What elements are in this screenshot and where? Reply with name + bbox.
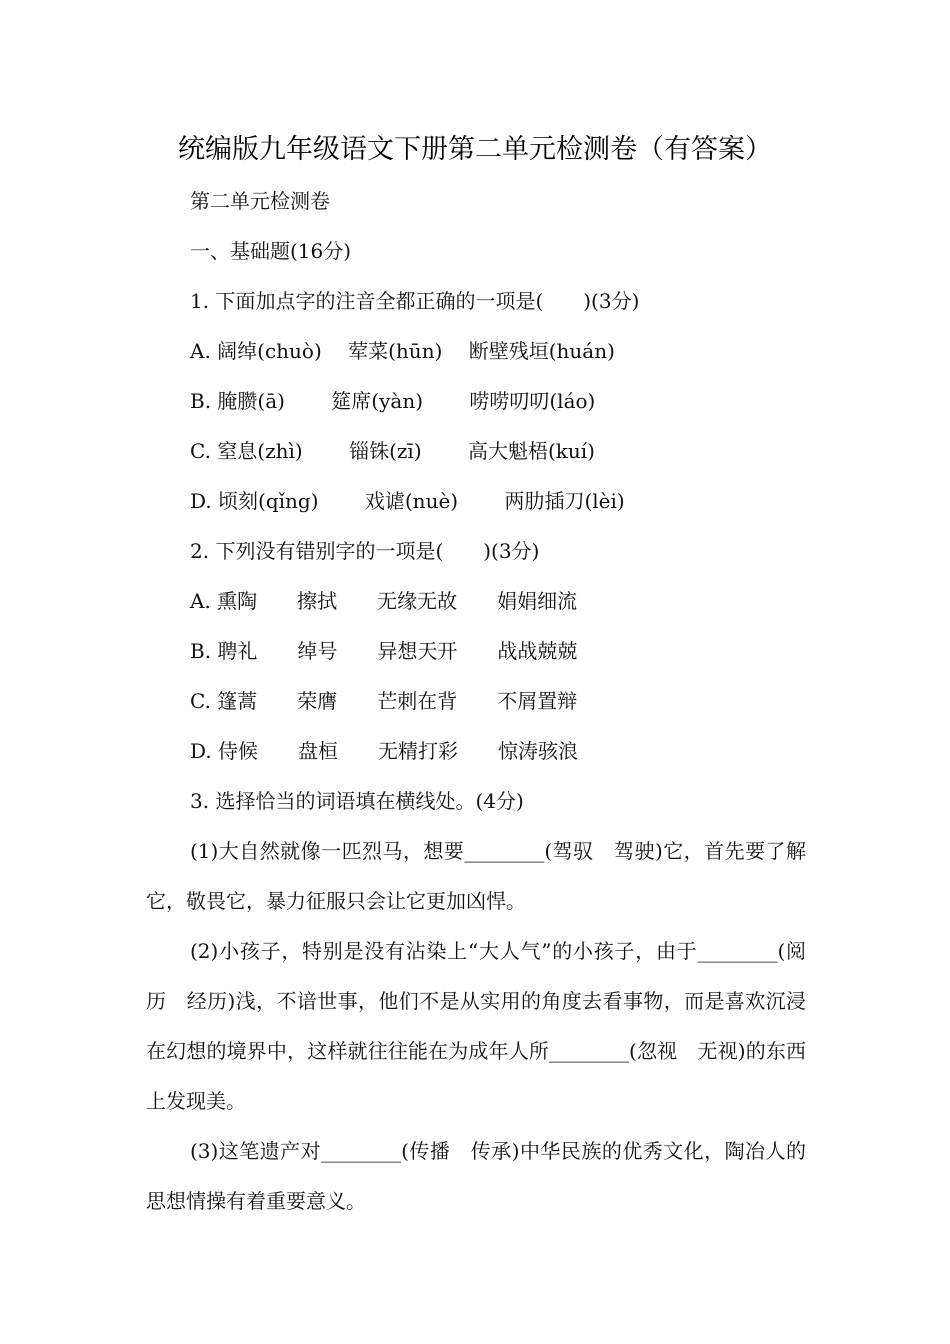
question-2-option-a: A. 熏陶 擦拭 无缘无故 娟娟细流 xyxy=(190,589,578,613)
question-1-option-a: A. 阔绰(chuò) 荤菜(hūn) 断壁残垣(huán) xyxy=(190,339,615,363)
question-2-stem: 2. 下列没有错别字的一项是( )(3分) xyxy=(190,539,540,563)
document-subtitle: 第二单元检测卷 xyxy=(190,189,330,213)
question-1-stem: 1. 下面加点字的注音全都正确的一项是( )(3分) xyxy=(190,289,640,313)
question-3-item-3: (3)这笔遗产对________(传播 传承)中华民族的优秀文化，陶冶人的思想情操有着重要意义。 xyxy=(146,1139,806,1213)
question-1-option-b: B. 腌臜(ā) 筵席(yàn) 唠唠叨叨(láo) xyxy=(190,389,596,413)
document-title: 统编版九年级语文下册第二单元检测卷（有答案） xyxy=(178,134,772,165)
question-3-stem: 3. 选择恰当的词语填在横线处。(4分) xyxy=(190,789,524,813)
question-1-option-d: D. 顷刻(qǐng) 戏谑(nuè) 两肋插刀(lèi) xyxy=(190,489,625,513)
section-heading: 一、基础题(16分) xyxy=(190,239,352,263)
question-2-option-b: B. 聘礼 绰号 异想天开 战战兢兢 xyxy=(190,639,578,663)
question-3-item-2: (2)小孩子，特别是没有沾染上“大人气”的小孩子，由于________(阅历 经历)浅，不谙世事，他们不是从实用的角度去看事物，而是喜欢沉浸在幻想的境界中，这样就往往能在为成年人所________(忽视 无视)的东西上发现美。 xyxy=(146,939,806,1113)
question-2-option-c: C. 篷蒿 荣膺 芒刺在背 不屑置辩 xyxy=(190,689,578,713)
question-1-option-c: C. 窒息(zhì) 锱铢(zī) 高大魁梧(kuí) xyxy=(190,439,595,463)
question-2-option-d: D. 侍候 盘桓 无精打彩 惊涛骇浪 xyxy=(190,739,579,763)
question-3-item-1: (1)大自然就像一匹烈马，想要________(驾驭 驾驶)它，首先要了解它，敬畏它，暴力征服只会让它更加凶悍。 xyxy=(146,839,806,913)
